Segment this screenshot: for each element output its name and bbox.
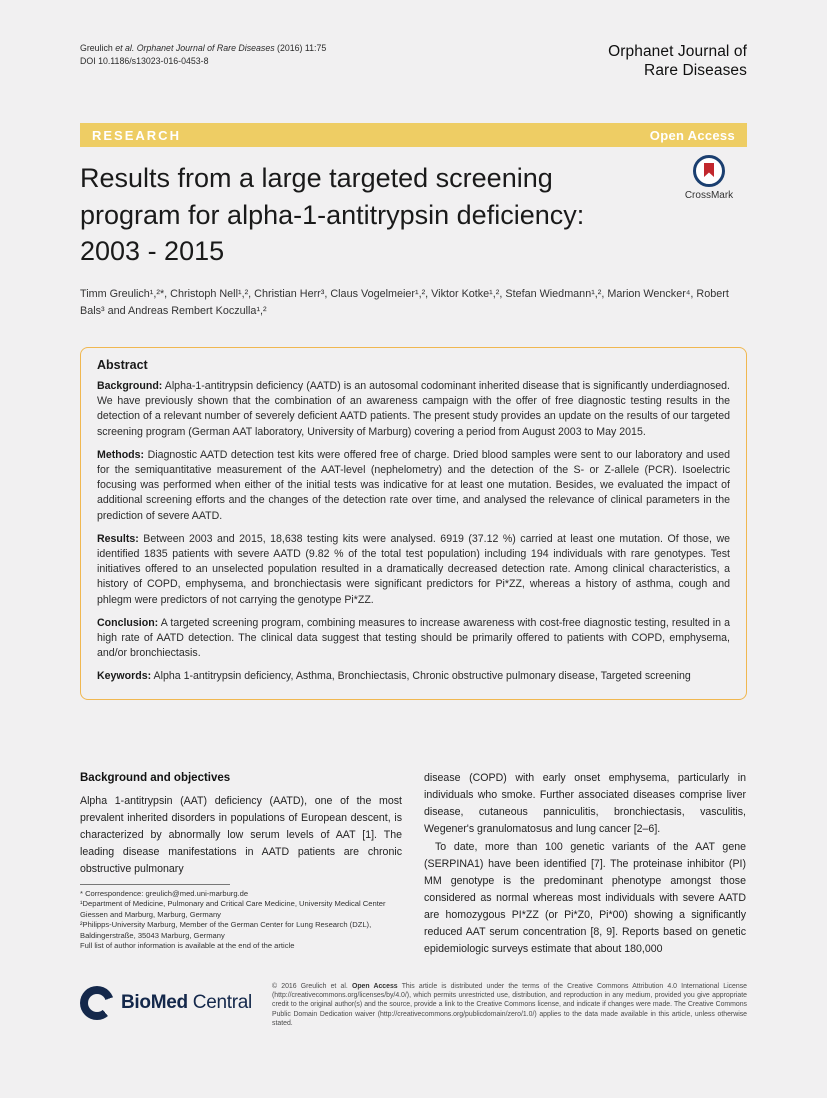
abstract-heading: Abstract (97, 358, 148, 372)
abstract-conclusion-label: Conclusion: (97, 616, 159, 629)
citation-author: Greulich (80, 43, 116, 53)
body-paragraph-left: Alpha 1-antitrypsin (AAT) deficiency (AATD), one of the most prevalent inherited disorders in populations of European descent, is characterized by abnormally low serum levels of AAT [1]. The leading disease manifestations in AATD patients are chronic obstructive pulmonary (80, 795, 402, 875)
correspondence-email-link[interactable]: greulich@med.uni-marburg.de (145, 889, 249, 898)
footnote-block (80, 884, 402, 951)
abstract-keywords-label: Keywords: (97, 670, 152, 683)
abstract-box (80, 347, 747, 700)
abstract-background-text: Alpha-1-antitrypsin deficiency (AATD) is an autosomal codominant inherited disease that is significantly underdiagnosed. We have previously shown that the combination of an awareness campaign with the offer of free diagnostic testing results in the detection of a relevant number of severely deficient AATD patients. The present study provides an update on the results of our targeted screening program (German AAT laboratory, University of Marburg) covering a period from August 2003 to May 2015. (97, 380, 731, 438)
abstract-results (97, 532, 730, 608)
page-footer (80, 982, 747, 1028)
abstract-keywords (97, 669, 730, 684)
section-heading: Background and objectives (80, 772, 231, 784)
authors-line: Timm Greulich¹,²*, Christoph Nell¹,², Christian Herr³, Claus Vogelmeier¹,², Viktor Kotke¹,², Stefan Wiedmann¹,², Marion Wencker⁴, Robert Bals³ and Andreas Rembert Koczulla¹,² (80, 288, 729, 317)
biomed-wordmark-regular: Central (187, 992, 252, 1013)
citation-journal: et al. Orphanet Journal of Rare Diseases (115, 43, 275, 53)
crossmark-bookmark-icon (704, 163, 714, 177)
body-paragraph-right-1: disease (COPD) with early onset emphysema, particularly in individuals who smoke. Further associated diseases comprise liver disease, cutaneous panniculitis, bronchiectasis, vasculitis, Wegener's granulomatosus and lung cancer [2–6]. (424, 772, 746, 835)
biomed-central-logo (80, 982, 256, 1020)
abstract-methods-label: Methods: (97, 448, 145, 461)
crossmark-icon (693, 155, 725, 187)
citation-issue: (2016) 11:75 (274, 43, 327, 53)
biomed-wordmark-bold: BioMed (121, 992, 188, 1013)
abstract-conclusion (97, 616, 730, 662)
research-banner (80, 123, 747, 147)
abstract-results-label: Results: (97, 532, 139, 545)
license-body: This article is distributed under the terms of the Creative Commons Attribution 4.0 International License (http://creativecommons.org/licenses/by/4.0/), which permits unrestricted use, distribution, and reproduction in any medium, provided you give appropriate credit to the original author(s) and the source, provide a link to the Creative Commons license, and indicate if changes were made. The Creative Commons Public Domain Dedication waiver (http://creativecommons.org/publicdomain/zero/1.0/) applies to the data made available in this article, unless otherwise stated. (272, 983, 748, 1027)
body-paragraph-right-2: To date, more than 100 genetic variants of the AAT gene (SERPINA1) have been identified [7]. The proteinase inhibitor (PI) MM genotype is the predominant phenotype amongst those considered as normal whereas most individuals with severe AATD are homozygous PI*ZZ (or Pi*Z0, Pi*00) showing a significantly reduced AAT serum concentration [8, 9]. Reports based on genetic epidemiologic surveys estimate that about 180,000 (424, 841, 746, 955)
journal-title-line1: Orphanet Journal of (608, 43, 747, 60)
abstract-background (97, 379, 730, 440)
footnote-divider (80, 884, 230, 885)
article-title-line1: Results from a large targeted screening (80, 163, 553, 193)
license-open-access-label: Open Access (351, 983, 398, 990)
abstract-methods-text: Diagnostic AATD detection test kits were offered free of charge. Dried blood samples were sent to our laboratory and used for the semiquantitative measurement of the AAT-level (nephelometry) and the detection of the S- or Z-allele (PCR). Isoelectric focusing was performed when either of the initial tests was indicative for at least one mutation. Besides, we evaluated the impact of additional screening efforts and the changes of the detection rate over time, and analysed the relevance of clinical parameters in the prediction of severe AATD. (97, 448, 730, 522)
affiliation-2: ²Philipps-University Marburg, Member of the German Center for Lung Research (DZL), Baldingerstraße, 35043 Marburg, Germany (80, 920, 372, 940)
article-title-line3: 2003 - 2015 (80, 236, 225, 266)
doi-line: DOI 10.1186/s13023-016-0453-8 (80, 55, 209, 66)
research-label: RESEARCH (92, 127, 181, 143)
article-title (80, 160, 655, 270)
author-info-note: Full list of author information is available at the end of the article (80, 941, 295, 951)
biomed-central-wordmark (121, 992, 252, 1014)
abstract-results-text: Between 2003 and 2015, 18,638 testing kits were analysed. 6919 (37.12 %) carried at least one mutation. Of those, we identified 1835 patients with severe AATD (9.82 % of the total test population) including 194 individuals with rare genotypes. Test initiatives offered to an unselected population resulted in a dramatically decreased detection rate. Among clinical characteristics, a history of COPD, emphysema, and bronchiectasis were significant predictors for Pi*ZZ, whereas a history of asthma, cough and phlegm were predictors of not carrying the genotype Pi*ZZ. (97, 532, 730, 606)
article-title-line2: program for alpha-1-antitrypsin deficiency: (80, 199, 585, 230)
page-header (80, 42, 747, 80)
crossmark-label: CrossMark (684, 190, 734, 201)
affiliation-1: ¹Department of Medicine, Pulmonary and Critical Care Medicine, University Medical Center Giessen and Marburg, Marburg, Germany (80, 899, 386, 919)
citation-line (80, 42, 326, 55)
journal-title (608, 42, 747, 80)
license-text (272, 982, 747, 1028)
correspondence-label: * Correspondence: (80, 889, 146, 898)
correspondence-line (80, 889, 402, 899)
abstract-keywords-text: Alpha 1-antitrypsin deficiency, Asthma, Bronchiectasis, Chronic obstructive pulmonary disease, Targeted screening (153, 670, 691, 683)
abstract-methods (97, 448, 730, 524)
right-column (424, 770, 746, 958)
crossmark-badge[interactable] (673, 155, 745, 201)
open-access-label: Open Access (649, 127, 735, 143)
license-prefix: © 2016 Greulich et al. (272, 983, 352, 990)
abstract-conclusion-text: A targeted screening program, combining measures to increase awareness with cost-free diagnostic testing, resulted in a high rate of AATD detection. The clinical data suggest that testing should be primarily offered to patients with COPD, emphysema, and/or bronchiectasis. (97, 616, 730, 660)
abstract-background-label: Background: (97, 380, 163, 392)
biomed-central-circle-icon (80, 986, 114, 1020)
citation-block (80, 42, 326, 67)
journal-title-line2: Rare Diseases (644, 62, 747, 79)
